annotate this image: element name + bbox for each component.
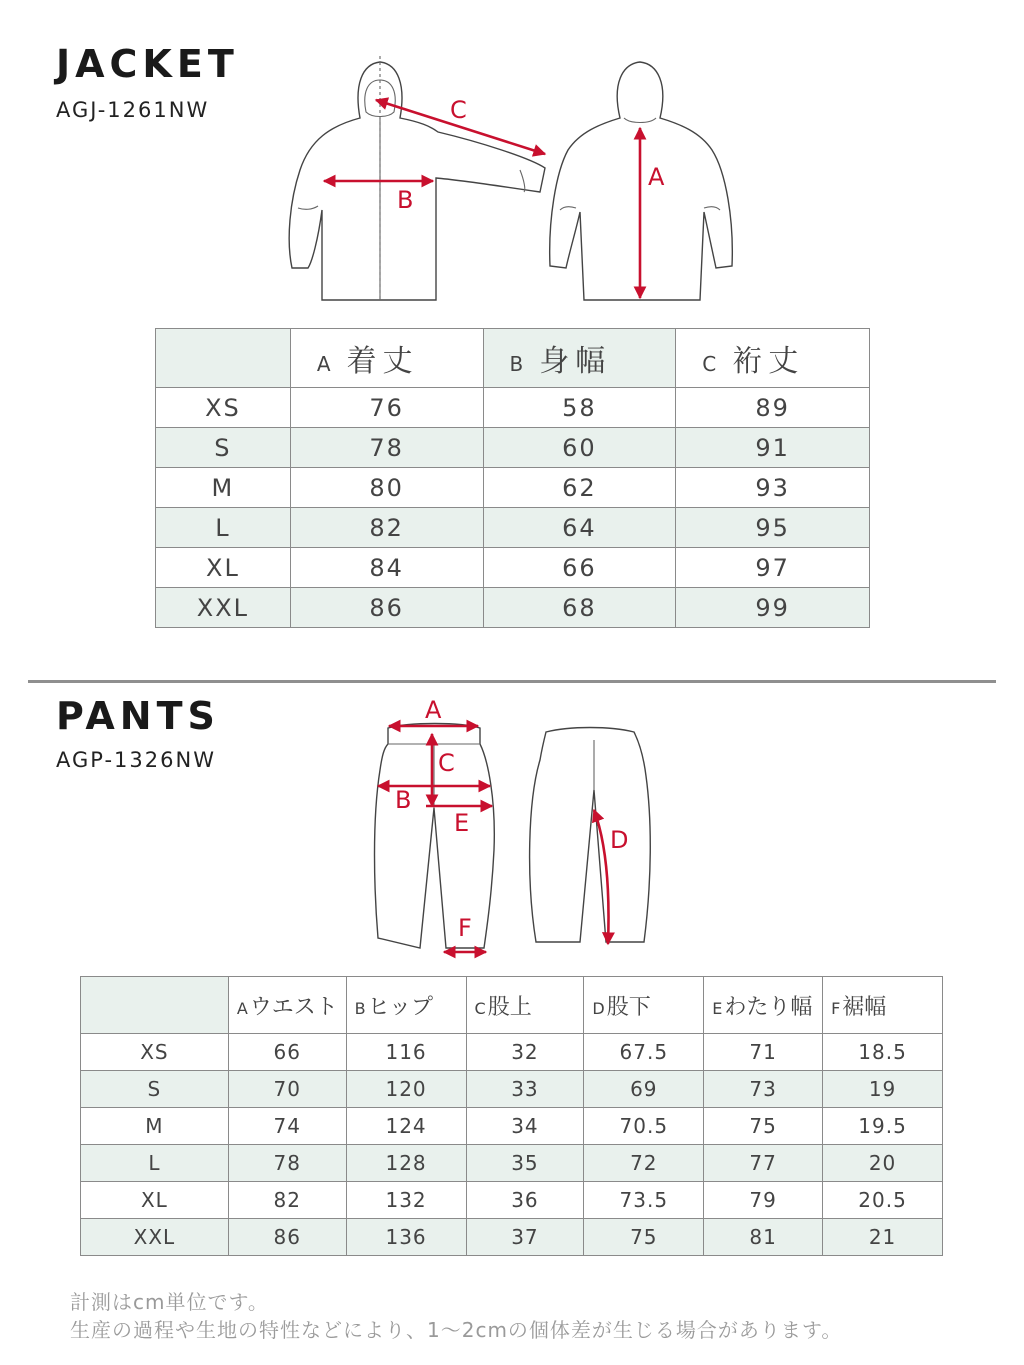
- cell-value: 18.5: [823, 1034, 943, 1071]
- size-label: M: [156, 468, 291, 508]
- cell-value: 78: [228, 1145, 346, 1182]
- table-row: [156, 468, 870, 508]
- pants-measure-a: [389, 696, 478, 726]
- size-label: XL: [156, 548, 291, 588]
- cell-value: 76: [290, 388, 483, 428]
- pants-label-f: F: [458, 914, 472, 942]
- jacket-table-header: [156, 329, 870, 388]
- cell-value: 86: [290, 588, 483, 628]
- column-header-c: C 裄丈: [676, 329, 870, 388]
- cell-value: 77: [704, 1145, 823, 1182]
- cell-value: 99: [676, 588, 870, 628]
- cell-value: 70.5: [584, 1108, 704, 1145]
- cell-value: 32: [466, 1034, 584, 1071]
- cell-value: 89: [676, 388, 870, 428]
- cell-value: 37: [466, 1219, 584, 1256]
- cell-value: 95: [676, 508, 870, 548]
- section-divider: [28, 680, 996, 683]
- table-row: [156, 388, 870, 428]
- pants-label-c: C: [438, 749, 455, 777]
- size-label: L: [156, 508, 291, 548]
- pants-table-header: [81, 977, 943, 1034]
- cell-value: 70: [228, 1071, 346, 1108]
- table-row: [156, 548, 870, 588]
- cell-value: 116: [346, 1034, 466, 1071]
- cell-value: 86: [228, 1219, 346, 1256]
- jacket-label-c: C: [450, 96, 467, 124]
- measurement-unit-note: 計測はcm単位です。: [70, 1290, 269, 1314]
- cell-value: 21: [823, 1219, 943, 1256]
- cell-value: 136: [346, 1219, 466, 1256]
- cell-value: 75: [704, 1108, 823, 1145]
- cell-value: 124: [346, 1108, 466, 1145]
- column-header-d: D股下: [584, 977, 704, 1034]
- table-row: [81, 1034, 943, 1071]
- header-corner: [156, 329, 291, 388]
- cell-value: 73: [704, 1071, 823, 1108]
- cell-value: 78: [290, 428, 483, 468]
- cell-value: 36: [466, 1182, 584, 1219]
- cell-value: 132: [346, 1182, 466, 1219]
- cell-value: 34: [466, 1108, 584, 1145]
- table-row: [81, 1071, 943, 1108]
- column-header-a: Aウエスト: [228, 977, 346, 1034]
- cell-value: 67.5: [584, 1034, 704, 1071]
- cell-value: 66: [483, 548, 676, 588]
- cell-value: 91: [676, 428, 870, 468]
- cell-value: 69: [584, 1071, 704, 1108]
- cell-value: 74: [228, 1108, 346, 1145]
- cell-value: 72: [584, 1145, 704, 1182]
- pants-back-figure: [530, 728, 651, 943]
- pants-label-b: B: [395, 786, 412, 814]
- cell-value: 58: [483, 388, 676, 428]
- cell-value: 20.5: [823, 1182, 943, 1219]
- cell-value: 75: [584, 1219, 704, 1256]
- cell-value: 62: [483, 468, 676, 508]
- table-row: [156, 588, 870, 628]
- cell-value: 93: [676, 468, 870, 508]
- table-row: [156, 428, 870, 468]
- cell-value: 79: [704, 1182, 823, 1219]
- size-label: XXL: [81, 1219, 229, 1256]
- cell-value: 60: [483, 428, 676, 468]
- table-row: [81, 1108, 943, 1145]
- column-header-a: A 着丈: [290, 329, 483, 388]
- cell-value: 68: [483, 588, 676, 628]
- cell-value: 82: [290, 508, 483, 548]
- pants-front-figure: [375, 724, 495, 949]
- column-header-e: Eわたり幅: [704, 977, 823, 1034]
- jacket-label-a: A: [648, 163, 665, 191]
- size-label: XS: [81, 1034, 229, 1071]
- column-header-f: F裾幅: [823, 977, 943, 1034]
- cell-value: 35: [466, 1145, 584, 1182]
- cell-value: 66: [228, 1034, 346, 1071]
- size-label: XXL: [156, 588, 291, 628]
- cell-value: 64: [483, 508, 676, 548]
- pants-title: PANTS: [56, 694, 220, 738]
- variance-disclaimer-note: 生産の過程や生地の特性などにより、1～2cmの個体差が生じる場合があります。: [70, 1318, 843, 1342]
- cell-value: 73.5: [584, 1182, 704, 1219]
- pants-label-e: E: [454, 809, 470, 837]
- header-corner: [81, 977, 229, 1034]
- jacket-front-figure: [289, 56, 545, 300]
- table-row: [81, 1182, 943, 1219]
- cell-value: 128: [346, 1145, 466, 1182]
- pants-size-table: [80, 976, 943, 1256]
- table-row: [81, 1145, 943, 1182]
- cell-value: 19: [823, 1071, 943, 1108]
- table-row: [81, 1219, 943, 1256]
- size-label: S: [81, 1071, 229, 1108]
- cell-value: 82: [228, 1182, 346, 1219]
- size-label: XL: [81, 1182, 229, 1219]
- table-row: [156, 508, 870, 548]
- size-label: XS: [156, 388, 291, 428]
- cell-value: 33: [466, 1071, 584, 1108]
- pants-model-code: AGP-1326NW: [56, 748, 216, 772]
- cell-value: 80: [290, 468, 483, 508]
- jacket-title: JACKET: [56, 42, 239, 86]
- size-label: L: [81, 1145, 229, 1182]
- cell-value: 84: [290, 548, 483, 588]
- cell-value: 19.5: [823, 1108, 943, 1145]
- jacket-model-code: AGJ-1261NW: [56, 98, 210, 122]
- column-header-b: B 身幅: [483, 329, 676, 388]
- size-label: S: [156, 428, 291, 468]
- size-label: M: [81, 1108, 229, 1145]
- column-header-b: Bヒップ: [346, 977, 466, 1034]
- cell-value: 81: [704, 1219, 823, 1256]
- pants-label-d: D: [610, 826, 629, 854]
- pants-label-a: A: [425, 696, 442, 724]
- cell-value: 97: [676, 548, 870, 588]
- cell-value: 71: [704, 1034, 823, 1071]
- column-header-c: C股上: [466, 977, 584, 1034]
- cell-value: 120: [346, 1071, 466, 1108]
- jacket-label-b: B: [397, 186, 414, 214]
- cell-value: 20: [823, 1145, 943, 1182]
- jacket-size-table: [155, 328, 870, 628]
